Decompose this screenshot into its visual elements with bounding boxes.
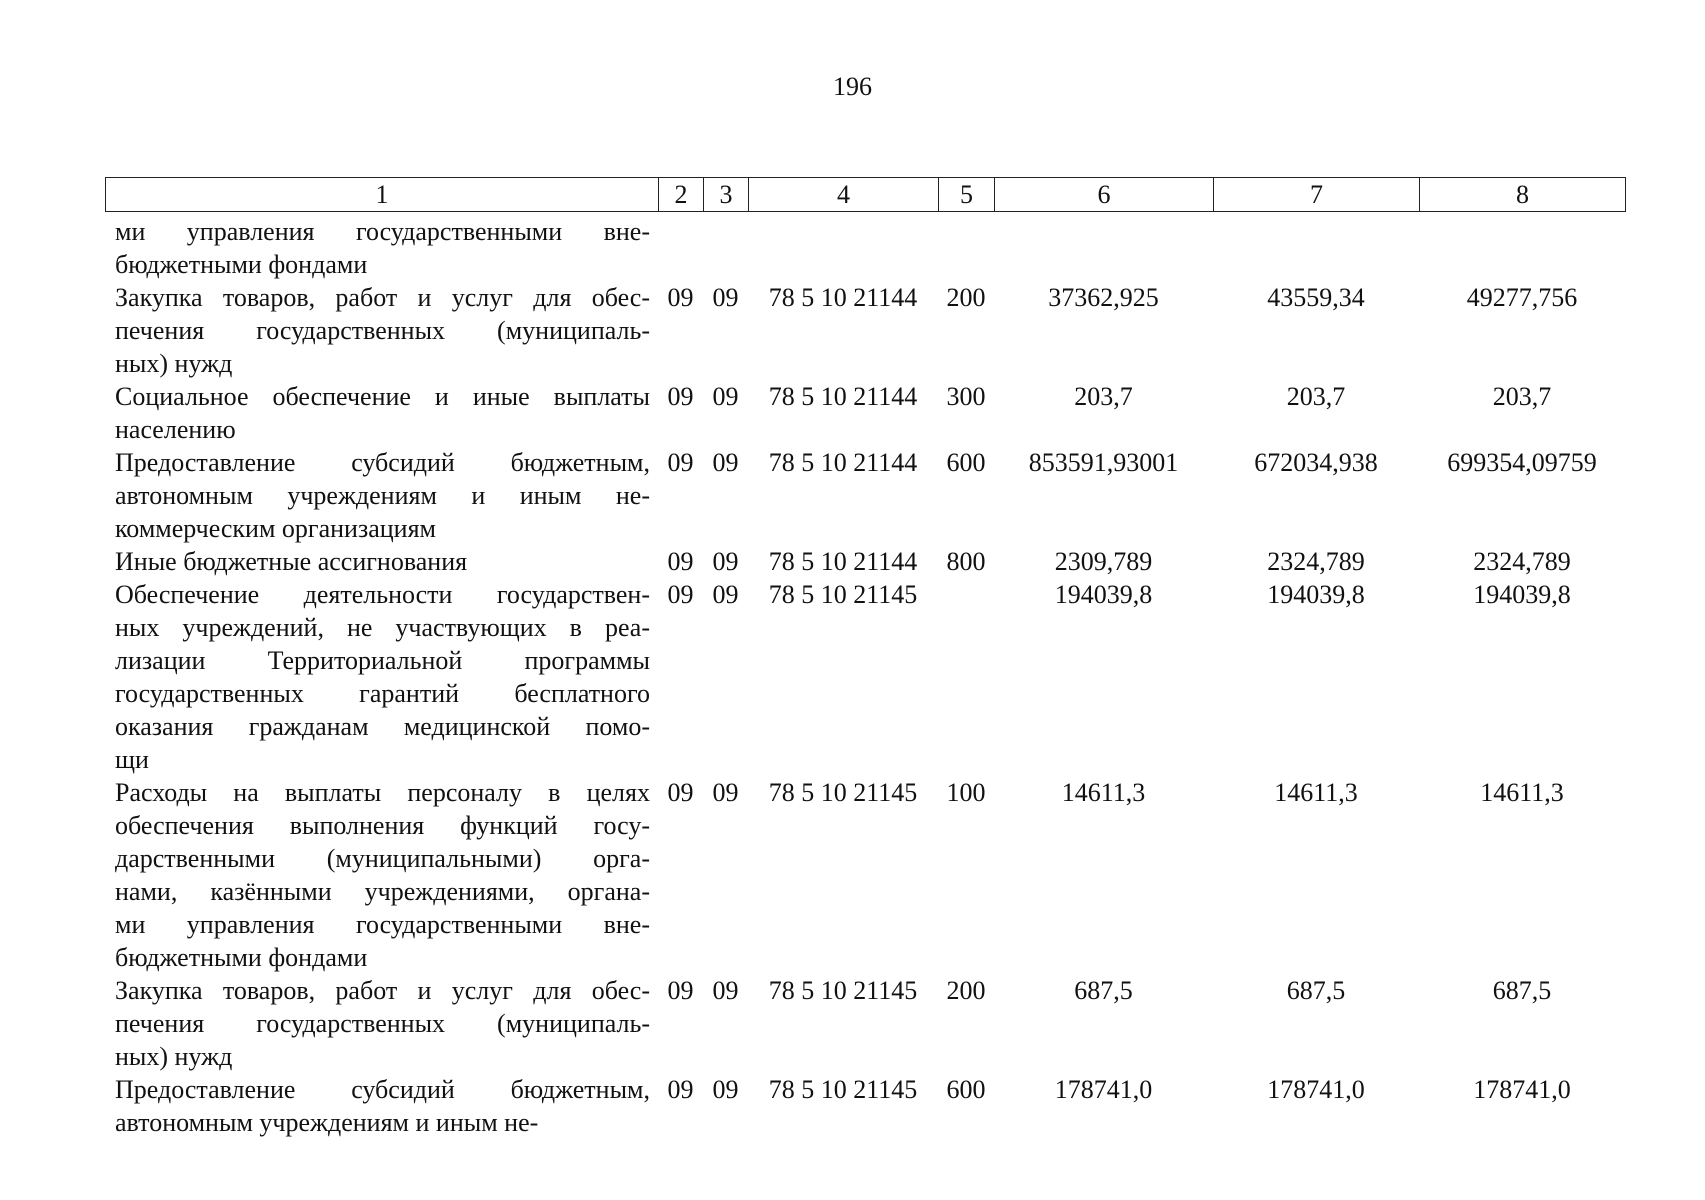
- expense-type-code: 200: [946, 283, 986, 312]
- expense-name: Закупка товаров, работ и услуг для обес- печения государственных (муниципаль- ных) нужд: [115, 976, 650, 1071]
- expense-type-code: [938, 215, 994, 281]
- column-header-8: 8: [1420, 178, 1626, 212]
- subsection-code: 09: [712, 382, 739, 411]
- table-row: [105, 446, 1625, 545]
- target-article-code: 78 5 10 21144: [768, 382, 918, 411]
- column-header-7: 7: [1214, 178, 1420, 212]
- amount-col-6: 178741,0: [1054, 1075, 1153, 1104]
- target-article-code: 78 5 10 21144: [768, 448, 918, 477]
- amount-col-8: 194039,8: [1473, 580, 1571, 609]
- subsection-code: [703, 215, 748, 281]
- expense-name: Иные бюджетные ассигнования: [115, 547, 468, 576]
- amount-col-7: 687,5: [1286, 976, 1346, 1005]
- subsection-code: 09: [712, 778, 739, 807]
- amount-col-8: 2324,789: [1473, 547, 1571, 576]
- table-row: [105, 974, 1625, 1073]
- amount-col-7: 178741,0: [1267, 1075, 1365, 1104]
- column-header-5: 5: [939, 178, 995, 212]
- amount-col-7: 2324,789: [1267, 547, 1365, 576]
- subsection-code: 09: [712, 1075, 739, 1104]
- section-code: 09: [667, 580, 694, 609]
- column-header-6: 6: [995, 178, 1214, 212]
- column-header-4: 4: [749, 178, 939, 212]
- amount-col-6: 203,7: [1074, 382, 1133, 411]
- table-row: [105, 215, 1625, 281]
- subsection-code: 09: [712, 448, 739, 477]
- table-row: [105, 281, 1625, 380]
- amount-col-6: 2309,789: [1054, 547, 1153, 576]
- subsection-code: 09: [712, 580, 739, 609]
- target-article-code: 78 5 10 21145: [768, 580, 918, 609]
- expense-type-code: 800: [946, 547, 986, 576]
- page-number: 196: [833, 72, 872, 101]
- amount-col-7: 43559,34: [1267, 283, 1365, 312]
- amount-col-6: 14611,3: [1061, 778, 1146, 807]
- expense-type-code: 200: [946, 976, 986, 1005]
- section-code: 09: [667, 976, 694, 1005]
- target-article-code: 78 5 10 21145: [768, 778, 918, 807]
- amount-col-6: 37362,925: [1048, 283, 1159, 312]
- table-row: [105, 1073, 1625, 1139]
- subsection-code: 09: [712, 547, 739, 576]
- subsection-code: 09: [712, 976, 739, 1005]
- column-header-1: 1: [106, 178, 659, 212]
- expense-name: Предоставление субсидий бюджетным, автономным учреждениям и иным не-: [115, 1075, 650, 1137]
- amount-col-7: 203,7: [1286, 382, 1346, 411]
- expense-type-code: 100: [946, 778, 986, 807]
- expense-type-code: 300: [946, 382, 986, 411]
- amount-col-8: 687,5: [1492, 976, 1552, 1005]
- expense-name: ми управления государственными вне- бюджетными фондами: [115, 217, 650, 279]
- budget-table-body: [105, 215, 1625, 1139]
- expense-name: Закупка товаров, работ и услуг для обес- печения государственных (муниципаль- ных) нужд: [115, 283, 650, 378]
- expense-type-code: [938, 578, 994, 776]
- amount-col-7: 672034,938: [1254, 448, 1378, 477]
- amount-col-8: 14611,3: [1480, 778, 1564, 807]
- column-header-row: [105, 177, 1626, 212]
- amount-col-8: 49277,756: [1466, 283, 1578, 312]
- table-row: [105, 545, 1625, 578]
- expense-name: Предоставление субсидий бюджетным, автономным учреждениям и иным не- коммерческим организациям: [115, 448, 650, 543]
- expense-type-code: 600: [946, 1075, 986, 1104]
- amount-col-6: [994, 215, 1213, 281]
- section-code: 09: [667, 1075, 694, 1104]
- target-article-code: 78 5 10 21145: [768, 1075, 918, 1104]
- amount-col-8: 203,7: [1492, 382, 1552, 411]
- amount-col-7: [1213, 215, 1419, 281]
- section-code: 09: [667, 448, 694, 477]
- section-code: 09: [667, 778, 694, 807]
- expense-name: Обеспечение деятельности государствен- ных учреждений, не участвующих в реа- лизации Территориальной программы государственных гарантий бесплатного оказания гражданам медицинской помо- щи: [115, 580, 650, 774]
- amount-col-8: 178741,0: [1473, 1075, 1571, 1104]
- expense-name: Расходы на выплаты персоналу в целях обеспечения выполнения функций госу- дарственными (муниципальными) орга- нами, казёнными учреждениями, органа- ми управления государственными вне- бюджетными фондами: [115, 778, 650, 972]
- target-article-code: [748, 215, 938, 281]
- target-article-code: 78 5 10 21144: [768, 547, 918, 576]
- target-article-code: 78 5 10 21144: [768, 283, 918, 312]
- amount-col-8: [1419, 215, 1625, 281]
- table-row: [105, 776, 1625, 974]
- amount-col-8: 699354,09759: [1447, 448, 1597, 477]
- amount-col-6: 687,5: [1074, 976, 1133, 1005]
- section-code: [658, 215, 703, 281]
- amount-col-7: 14611,3: [1274, 778, 1358, 807]
- expense-type-code: 600: [946, 448, 986, 477]
- section-code: 09: [667, 382, 694, 411]
- section-code: 09: [667, 283, 694, 312]
- amount-col-6: 853591,93001: [1028, 448, 1179, 477]
- amount-col-7: 194039,8: [1267, 580, 1365, 609]
- table-row: [105, 380, 1625, 446]
- expense-name: Социальное обеспечение и иные выплаты населению: [115, 382, 650, 444]
- section-code: 09: [667, 547, 694, 576]
- target-article-code: 78 5 10 21145: [768, 976, 918, 1005]
- subsection-code: 09: [712, 283, 739, 312]
- table-row: [105, 578, 1625, 776]
- column-header-3: 3: [704, 178, 749, 212]
- column-header-2: 2: [659, 178, 704, 212]
- amount-col-6: 194039,8: [1054, 580, 1153, 609]
